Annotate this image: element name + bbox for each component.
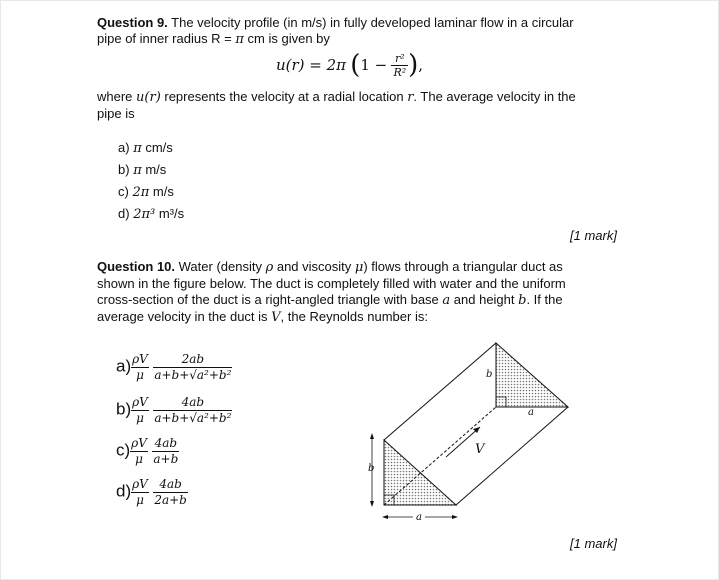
q9-eq-num: r² bbox=[391, 52, 408, 66]
label-b-left: b bbox=[368, 463, 375, 474]
q9-intro-line2-b: cm is given by bbox=[243, 31, 330, 46]
q9-option-b[interactable] bbox=[118, 162, 166, 179]
duct-hypotenuse-edge bbox=[456, 407, 568, 505]
q9-option-math: π bbox=[133, 163, 142, 178]
q9-option-d[interactable] bbox=[118, 206, 184, 223]
q10-option-label: b) bbox=[116, 399, 132, 419]
q9-equation bbox=[276, 50, 423, 86]
q9-option-label: b) bbox=[118, 162, 130, 177]
q9-where-c: . The average velocity in the bbox=[413, 89, 576, 104]
q9-option-label: d) bbox=[118, 206, 130, 221]
q9-option-unit: cm/s bbox=[141, 140, 173, 155]
q10-V: V bbox=[271, 310, 281, 325]
q9-option-unit: m/s bbox=[149, 184, 174, 199]
q10-option-frac1: $\frac{\rho V}{\mu}$ bbox=[131, 436, 147, 466]
q10-line1-c: ) flows through a triangular duct as bbox=[363, 259, 563, 274]
q10-mu: μ bbox=[354, 260, 364, 275]
q9-eq-paren-open: ( bbox=[350, 50, 361, 80]
q10-option-d[interactable] bbox=[116, 477, 188, 508]
q9-eq-frac bbox=[391, 52, 408, 79]
duct-top-edge bbox=[384, 343, 496, 440]
q10-option-frac1: $\frac{\rho V}{\mu}$ bbox=[132, 477, 148, 507]
label-b-top: b bbox=[486, 369, 493, 380]
front-cross-section bbox=[384, 440, 456, 505]
q10-option-label: d) bbox=[116, 481, 132, 501]
q9-option-unit: m³/s bbox=[155, 206, 185, 221]
q10-line3-a: cross-section of the duct is a right-angled triangle with base bbox=[97, 292, 443, 307]
q10-rho: ρ bbox=[265, 260, 274, 275]
q10-option-label: a) bbox=[116, 356, 132, 376]
base-arrow-left bbox=[382, 515, 388, 519]
q9-eq-end: , bbox=[418, 56, 424, 74]
label-a-right: a bbox=[528, 407, 534, 418]
q10-line4-a: average velocity in the duct is bbox=[97, 309, 272, 324]
q9-title: Question 9. bbox=[97, 15, 168, 30]
q9-pi: π bbox=[235, 32, 244, 47]
q9-option-unit: m/s bbox=[141, 162, 167, 177]
q9-eq-paren-close: ) bbox=[408, 50, 419, 80]
q9-mark: [1 mark] bbox=[570, 228, 617, 243]
q10-mark: [1 mark] bbox=[570, 536, 617, 551]
q10-option-frac2: $\frac{2ab}{\text{a+b+√a²+b²}}$ bbox=[154, 352, 232, 382]
q9-where-line2: pipe is bbox=[97, 106, 135, 121]
q9-option-label: c) bbox=[118, 184, 129, 199]
q9-option-math: 2π bbox=[132, 185, 150, 200]
q10-option-frac2: $\frac{4ab}{a+b}$ bbox=[153, 436, 179, 466]
q9-option-c[interactable] bbox=[118, 184, 174, 201]
q10-line1-a: Water (density bbox=[175, 259, 266, 274]
q10-option-label: c) bbox=[116, 440, 131, 460]
q9-eq-one: 1 − bbox=[360, 56, 388, 74]
q9-where-b: represents the velocity at a radial location bbox=[160, 89, 408, 104]
q9-where-a: where bbox=[97, 89, 137, 104]
q9-intro-line1: The velocity profile (in m/s) in fully developed laminar flow in a circular bbox=[167, 15, 574, 30]
label-a-bottom: a bbox=[416, 512, 422, 523]
triangular-duct-figure bbox=[360, 335, 590, 525]
q10-line3-b: and height bbox=[450, 292, 519, 307]
q9-paragraph bbox=[97, 15, 627, 48]
height-arrow-bottom bbox=[370, 501, 374, 507]
q9-eq-den: R² bbox=[393, 65, 407, 79]
q9-intro-line2-a: pipe of inner radius R = bbox=[97, 31, 236, 46]
q9-option-a[interactable] bbox=[118, 140, 173, 157]
q10-line3-c: . If the bbox=[526, 292, 563, 307]
q9-option-math: 2π³ bbox=[133, 207, 156, 222]
q9-option-math: π bbox=[133, 141, 142, 156]
q10-option-b[interactable] bbox=[116, 395, 232, 426]
q9-eq-lhs: u(r) = 2π bbox=[276, 56, 347, 74]
q10-a: a bbox=[442, 293, 451, 308]
q10-line2: shown in the figure below. The duct is completely filled with water and the uniform bbox=[97, 276, 566, 291]
q10-option-c[interactable] bbox=[116, 436, 179, 467]
q9-where-u: u(r) bbox=[136, 90, 161, 105]
q10-option-frac2: $\frac{4ab}{\text{a+b+√a²+b²}}$ bbox=[154, 395, 232, 425]
q10-title: Question 10. bbox=[97, 259, 176, 274]
q9-where bbox=[97, 89, 637, 122]
q9-option-label: a) bbox=[118, 140, 130, 155]
back-cross-section bbox=[496, 343, 568, 407]
q10-paragraph bbox=[97, 259, 637, 326]
q10-option-a[interactable] bbox=[116, 352, 232, 383]
q10-option-frac1: $\frac{\rho V}{\mu}$ bbox=[132, 395, 148, 425]
q10-line1-b: and viscosity bbox=[273, 259, 355, 274]
q10-option-frac1: $\frac{\rho V}{\mu}$ bbox=[132, 352, 148, 382]
q9-where-r: r bbox=[407, 90, 414, 105]
q10-option-frac2: $\frac{4ab}{2a+b}$ bbox=[154, 477, 187, 507]
q10-b: b bbox=[518, 293, 527, 308]
q10-line4-b: , the Reynolds number is: bbox=[280, 309, 428, 324]
base-arrow-right bbox=[452, 515, 458, 519]
label-V: V bbox=[475, 442, 485, 457]
height-arrow-top bbox=[370, 433, 374, 439]
